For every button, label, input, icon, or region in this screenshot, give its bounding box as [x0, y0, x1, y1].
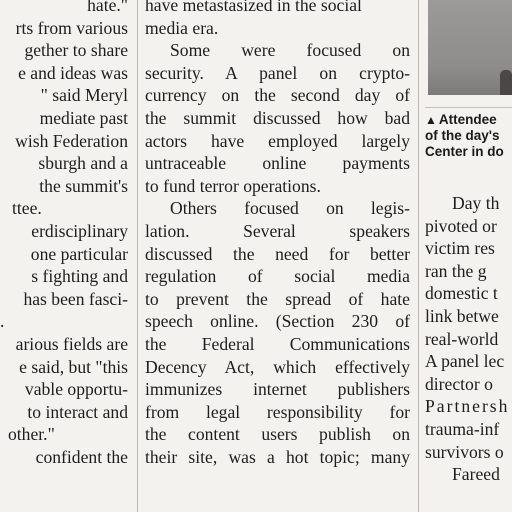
caption-line: ▲ Attendee [425, 112, 497, 127]
text-line: link betwe [425, 305, 499, 326]
text-line: erdisciplinary [31, 220, 128, 241]
text-line: A panel lec [425, 351, 505, 372]
text-line: has been fasci- [23, 288, 128, 309]
paragraph-first-line: Some were focused on [170, 40, 410, 61]
text-line: real-world [425, 328, 499, 349]
photo-figure [500, 70, 512, 95]
paragraph-first-line: Day th [452, 193, 500, 213]
caption-rule [425, 107, 512, 108]
photo-caption [425, 112, 512, 160]
text-line: " said Meryl [40, 85, 128, 106]
text-line: speech online. (Section 230 of [145, 311, 410, 332]
text-line: have metastasized in the social [145, 0, 362, 15]
text-line: lation. Several speakers [145, 220, 410, 241]
text-line: wish Federation [15, 130, 128, 151]
text-line: pivoted or [425, 215, 497, 236]
text-line: discussed the need for better [145, 243, 410, 264]
text-line: security. A panel on crypto- [145, 62, 410, 83]
text-line: director o [425, 373, 493, 394]
article-photo [428, 0, 512, 95]
right-column-text [425, 192, 512, 486]
text-line: other." [8, 424, 55, 445]
text-line: from legal responsibility for [145, 401, 410, 422]
text-line: the summit discussed how bad [145, 107, 410, 128]
column-divider-left [137, 0, 138, 512]
text-line: the Federal Communications [145, 333, 410, 354]
text-line: ttee. [12, 198, 42, 219]
text-line: the summit's [39, 175, 128, 196]
text-line: untraceable online payments [145, 153, 410, 174]
text-line: immunizes internet publishers [145, 379, 410, 400]
text-line: s fighting and [31, 266, 128, 287]
text-line: domestic t [425, 283, 498, 304]
text-line: one particular [30, 243, 128, 264]
caption-line: Center in do [425, 144, 504, 159]
text-line: currency on the second day of [145, 85, 410, 106]
text-line: gether to share [24, 40, 128, 61]
text-line: . [0, 311, 5, 332]
column-divider-right [418, 0, 419, 512]
text-line: ran the g [425, 260, 487, 281]
text-line: sburgh and a [38, 153, 128, 174]
text-line: their site, was a hot topic; many [145, 446, 410, 467]
paragraph-first-line: Fareed [452, 464, 500, 485]
text-line: mediate past [39, 107, 128, 128]
middle-column-text [145, 0, 410, 468]
text-line: to prevent the spread of hate [145, 288, 410, 309]
text-line: e and ideas was [18, 62, 128, 83]
paragraph-first-line: Others focused on legis- [170, 198, 410, 219]
caption-line: of the day's [425, 128, 500, 143]
text-line: media era. [145, 17, 219, 38]
text-line: arious fields are [15, 333, 128, 354]
text-line: victim res [425, 238, 495, 259]
text-line: trauma-inf [425, 418, 500, 439]
text-line: survivors o [425, 441, 504, 462]
left-column-text [0, 0, 128, 468]
text-line: Partnersh [425, 396, 510, 417]
text-line: actors have employed largely [145, 130, 410, 151]
text-line: vable opportu- [24, 379, 128, 400]
text-line: hate." [87, 0, 128, 15]
text-line: to fund terror operations. [145, 175, 321, 196]
triangle-up-icon: ▲ [425, 113, 437, 127]
text-line: the content users publish on [145, 424, 410, 445]
text-line: to interact and [27, 401, 128, 422]
text-line: e said, but "this [19, 356, 128, 377]
text-line: confident the [35, 446, 128, 467]
text-line: rts from various [15, 17, 128, 38]
text-line: Decency Act, which effectively [145, 356, 410, 377]
text-line: regulation of social media [145, 266, 410, 287]
